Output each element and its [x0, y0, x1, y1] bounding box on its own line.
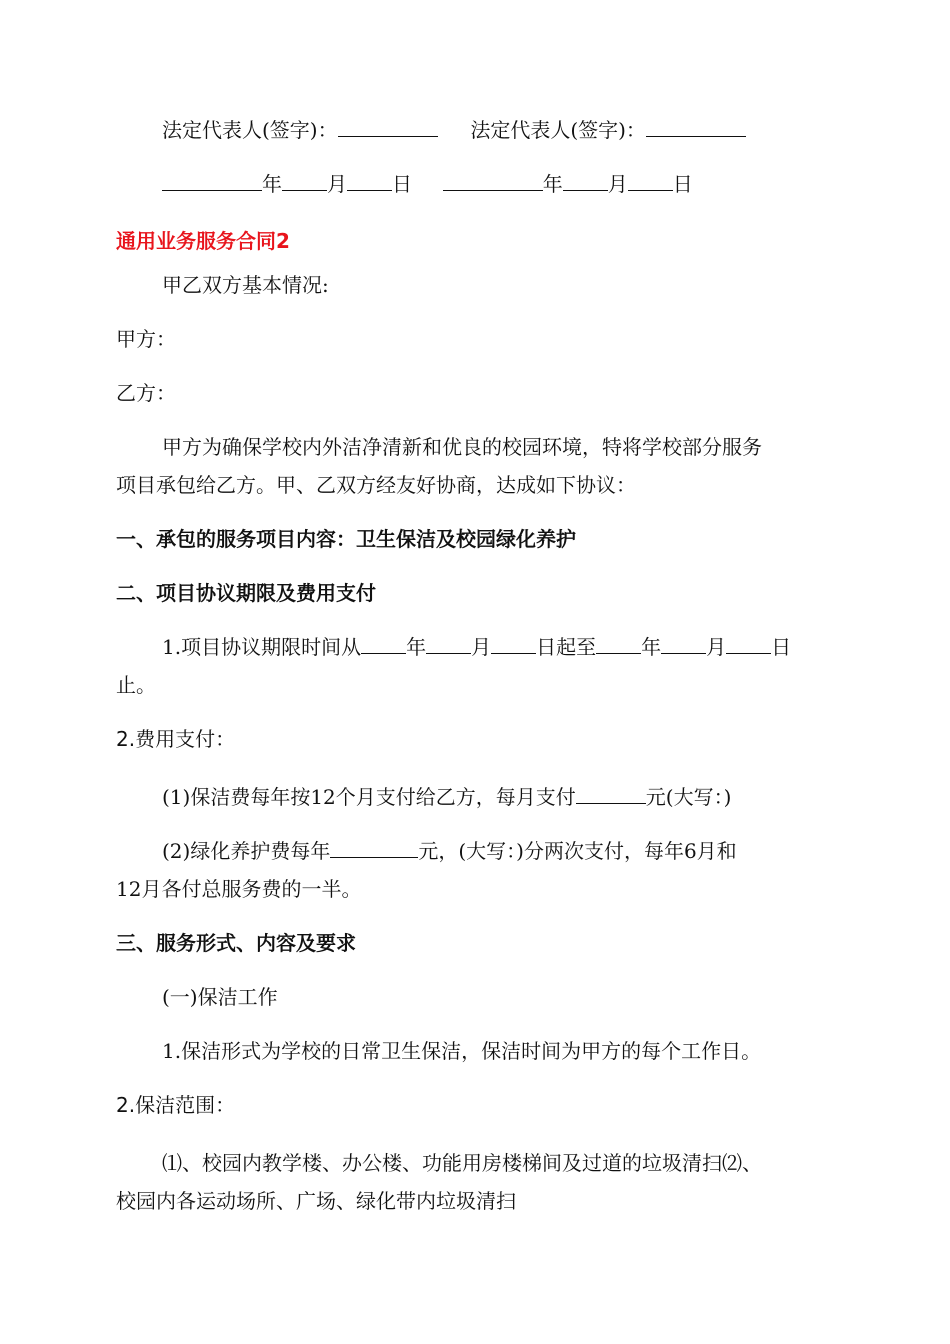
term-year-to: 年	[641, 635, 662, 659]
term-month-to: 月	[706, 635, 727, 659]
term-blank-month-to	[661, 635, 706, 654]
cleaning-scope-number: 2.	[116, 1093, 136, 1117]
cleaning-fee-prefix: (1)保洁费每年按12个月支付给乙方，每月支付	[162, 785, 576, 809]
term-blank-year-to	[596, 635, 641, 654]
greening-fee-suffix: 元，(大写：)分两次支付，每年6月和	[418, 839, 737, 863]
term-blank-month-from	[426, 635, 471, 654]
date-month-a: 月	[327, 172, 347, 196]
term-year-from: 年	[406, 635, 427, 659]
signature-row	[162, 117, 834, 143]
cleaning-scope-line2: 校园内各运动场所、广场、绿化带内垃圾清扫	[116, 1189, 516, 1213]
fee-payment-item	[116, 726, 834, 752]
cleaning-fee-clause	[162, 784, 834, 810]
cleaning-form-clause: 1.保洁形式为学校的日常卫生保洁，保洁时间为甲方的每个工作日。	[162, 1039, 762, 1063]
intro-paragraph-line2: 项目承包给乙方。甲、乙双方经友好协商，达成如下协议：	[116, 473, 636, 497]
cleaning-scope-line1: ⑴、校园内教学楼、办公楼、功能用房楼梯间及过道的垃圾清扫⑵、	[162, 1151, 762, 1175]
date-month-b: 月	[607, 172, 628, 196]
date-blank-year-a	[162, 172, 262, 191]
cleaning-scope-label: 保洁范围：	[135, 1093, 236, 1117]
term-blank-day-to	[726, 635, 771, 654]
section2-heading: 二、项目协议期限及费用支付	[116, 581, 376, 605]
greening-fee-blank	[330, 839, 418, 858]
term-clause-prefix: 1.项目协议期限时间从	[162, 635, 362, 659]
date-blank-year-b	[443, 172, 543, 191]
date-blank-month-a	[282, 172, 327, 191]
fee-payment-label: 费用支付：	[135, 727, 236, 751]
party-a-label: 甲方：	[116, 327, 176, 351]
document-title: 通用业务服务合同2	[116, 229, 290, 253]
date-day-a: 日	[392, 172, 412, 196]
term-blank-day-from	[491, 635, 536, 654]
signature-label-party-a: 法定代表人(签字)：	[162, 118, 338, 142]
greening-fee-clause-line2: 12月各付总服务费的一半。	[116, 877, 362, 901]
cleaning-work-subheading: (一)保洁工作	[162, 985, 278, 1009]
term-clause-line1	[162, 634, 834, 660]
date-year-b: 年	[542, 172, 563, 196]
party-b-label: 乙方：	[116, 381, 176, 405]
greening-fee-clause-line1	[162, 838, 834, 864]
basic-info-label: 甲乙双方基本情况:	[162, 273, 329, 297]
cleaning-scope-item	[116, 1092, 834, 1118]
cleaning-fee-suffix: 元(大写：)	[645, 785, 732, 809]
date-year-a: 年	[262, 172, 282, 196]
term-clause-line2: 止。	[116, 673, 156, 697]
date-day-b: 日	[672, 172, 693, 196]
fee-payment-number: 2.	[116, 727, 136, 751]
term-day-from: 日起至	[536, 635, 597, 659]
signature-blank-party-b	[646, 118, 746, 137]
date-row	[162, 171, 834, 197]
section1-heading: 一、承包的服务项目内容：卫生保洁及校园绿化养护	[116, 527, 576, 551]
date-blank-month-b	[563, 172, 608, 191]
date-blank-day-a	[347, 172, 392, 191]
term-blank-year-from	[361, 635, 406, 654]
signature-label-party-b: 法定代表人(签字)：	[470, 118, 646, 142]
intro-paragraph-line1: 甲方为确保学校内外洁净清新和优良的校园环境，特将学校部分服务	[162, 435, 762, 459]
term-month-from: 月	[471, 635, 492, 659]
term-day-to: 日	[771, 635, 792, 659]
cleaning-fee-blank	[576, 785, 646, 804]
section3-heading: 三、服务形式、内容及要求	[116, 931, 356, 955]
date-blank-day-b	[628, 172, 673, 191]
signature-blank-party-a	[338, 118, 438, 137]
greening-fee-prefix: (2)绿化养护费每年	[162, 839, 331, 863]
